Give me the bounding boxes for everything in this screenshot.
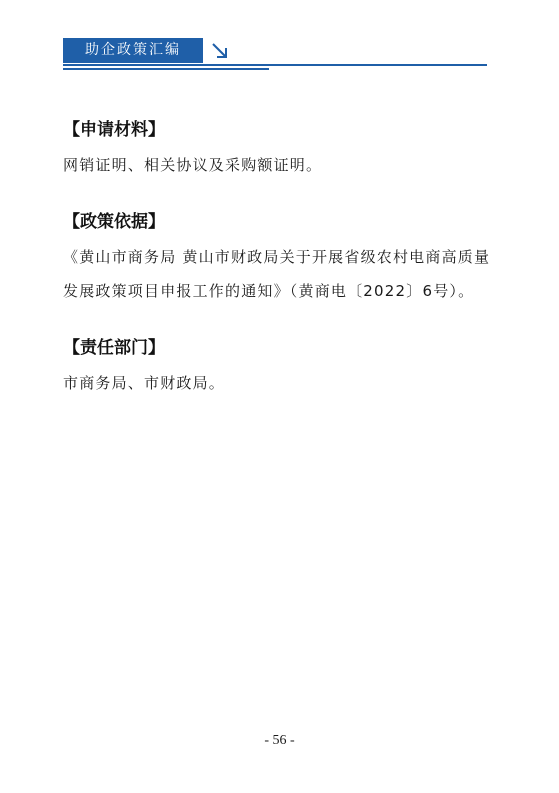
page-number: - 56 - (264, 733, 295, 748)
section-title: 【申请材料】 (63, 120, 165, 140)
section-title: 【政策依据】 (63, 212, 165, 232)
section-body: 市商务局、市财政局。 (63, 374, 226, 392)
header-subdivider (63, 68, 269, 70)
section-application-materials (63, 116, 495, 182)
arrow-down-right-icon (210, 41, 230, 61)
section-body: 网销证明、相关协议及采购额证明。 (63, 156, 323, 174)
section-body: 《黄山市商务局 黄山市财政局关于开展省级农村电商高质量发展政策项目申报工作的通知》（黄商电〔2022〕6号）。 (63, 248, 491, 300)
section-title: 【责任部门】 (63, 338, 165, 358)
header-title: 助企政策汇编 (63, 38, 203, 63)
section-responsible-departments (63, 334, 495, 400)
section-policy-basis (63, 208, 495, 308)
document-header (63, 38, 487, 72)
header-divider (63, 64, 487, 66)
document-body (63, 116, 495, 426)
